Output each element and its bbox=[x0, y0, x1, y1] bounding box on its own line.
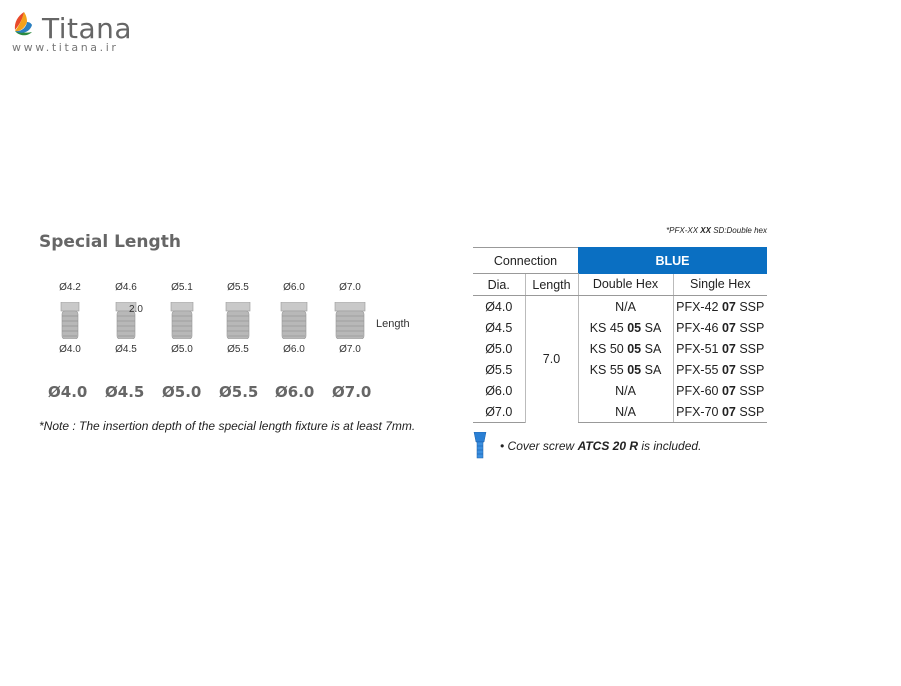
table-row bbox=[473, 380, 767, 401]
implant-fixture-icon bbox=[60, 302, 80, 339]
fixture-top-diameter: Ø4.6 bbox=[115, 282, 137, 293]
fixture-bottom-diameter: Ø6.0 bbox=[283, 344, 305, 355]
cell-double-hex: N/A bbox=[578, 380, 673, 401]
cell-dia: Ø6.0 bbox=[485, 383, 513, 398]
diameter-label: Ø5.5 bbox=[219, 383, 259, 401]
brand-name: Titana bbox=[42, 12, 133, 45]
implant-fixture-icon bbox=[280, 302, 308, 339]
diameter-label: Ø6.0 bbox=[275, 383, 315, 401]
header-blue: BLUE bbox=[578, 248, 767, 274]
cell-dia: Ø7.0 bbox=[473, 401, 525, 423]
diameter-label: Ø4.5 bbox=[105, 383, 145, 401]
implant-fixture-icon bbox=[334, 302, 366, 339]
fixture-bottom-diameter: Ø4.5 bbox=[115, 344, 137, 355]
cell-double-hex: N/A bbox=[578, 401, 673, 423]
fixture-illustrations bbox=[45, 282, 425, 362]
titana-logo-icon bbox=[10, 10, 38, 40]
fixture-bottom-diameter: Ø5.0 bbox=[171, 344, 193, 355]
table-row bbox=[473, 317, 767, 338]
cover-screw-text: • Cover screw ATCS 20 R is included. bbox=[500, 439, 702, 453]
table-row bbox=[473, 401, 767, 423]
cell-single-hex: PFX-51 07 SSP bbox=[673, 338, 767, 359]
fixture-bottom-diameter: Ø5.5 bbox=[227, 344, 249, 355]
fixture-item bbox=[101, 282, 151, 357]
header-connection: Connection bbox=[473, 248, 578, 274]
insertion-depth-note: *Note : The insertion depth of the special length fixture is at least 7mm. bbox=[39, 419, 416, 433]
cell-double-hex: KS 50 05 SA bbox=[578, 338, 673, 359]
cell-length: 7.0 bbox=[525, 296, 578, 423]
fixture-item bbox=[213, 282, 263, 357]
cell-dia: Ø5.0 bbox=[485, 341, 513, 356]
cell-dia: Ø4.5 bbox=[485, 320, 513, 335]
brand-url: www.titana.ir bbox=[12, 41, 119, 54]
diameter-row bbox=[39, 383, 379, 403]
cell-single-hex: PFX-46 07 SSP bbox=[673, 317, 767, 338]
fixture-item bbox=[269, 282, 319, 357]
cell-single-hex: PFX-42 07 SSP bbox=[673, 296, 767, 318]
length-dimension-label: Length bbox=[376, 318, 410, 330]
fixture-top-diameter: Ø4.2 bbox=[59, 282, 81, 293]
cell-single-hex: PFX-55 07 SSP bbox=[673, 359, 767, 380]
fixture-top-diameter: Ø7.0 bbox=[339, 282, 361, 293]
cell-double-hex: N/A bbox=[578, 296, 673, 318]
implant-fixture-icon bbox=[225, 302, 251, 339]
cell-single-hex: PFX-70 07 SSP bbox=[673, 401, 767, 423]
table-row bbox=[473, 296, 767, 318]
table-row bbox=[473, 338, 767, 359]
cell-dia: Ø5.5 bbox=[485, 362, 513, 377]
section-title: Special Length bbox=[39, 232, 181, 252]
col-single-hex: Single Hex bbox=[673, 274, 767, 296]
col-double-hex: Double Hex bbox=[578, 274, 673, 296]
fixture-bottom-diameter: Ø4.0 bbox=[59, 344, 81, 355]
collar-dimension: 2.0 bbox=[129, 304, 143, 315]
col-length: Length bbox=[525, 274, 578, 296]
cell-single-hex: PFX-60 07 SSP bbox=[673, 380, 767, 401]
cover-screw-icon bbox=[473, 432, 487, 460]
fixture-item bbox=[325, 282, 375, 357]
fixture-item bbox=[157, 282, 207, 357]
diameter-label: Ø7.0 bbox=[332, 383, 372, 401]
diameter-label: Ø4.0 bbox=[48, 383, 88, 401]
fixture-top-diameter: Ø5.5 bbox=[227, 282, 249, 293]
fixture-item bbox=[45, 282, 95, 357]
diameter-label: Ø5.0 bbox=[162, 383, 202, 401]
cell-dia: Ø4.0 bbox=[485, 299, 513, 314]
implant-fixture-icon bbox=[170, 302, 194, 339]
col-dia: Dia. bbox=[473, 274, 525, 296]
fixture-top-diameter: Ø6.0 bbox=[283, 282, 305, 293]
spec-table bbox=[473, 247, 767, 423]
fixture-top-diameter: Ø5.1 bbox=[171, 282, 193, 293]
table-footnote: *PFX-XX XX SD:Double hex bbox=[666, 226, 767, 235]
fixture-bottom-diameter: Ø7.0 bbox=[339, 344, 361, 355]
cell-double-hex: KS 55 05 SA bbox=[578, 359, 673, 380]
cell-double-hex: KS 45 05 SA bbox=[578, 317, 673, 338]
table-row bbox=[473, 359, 767, 380]
